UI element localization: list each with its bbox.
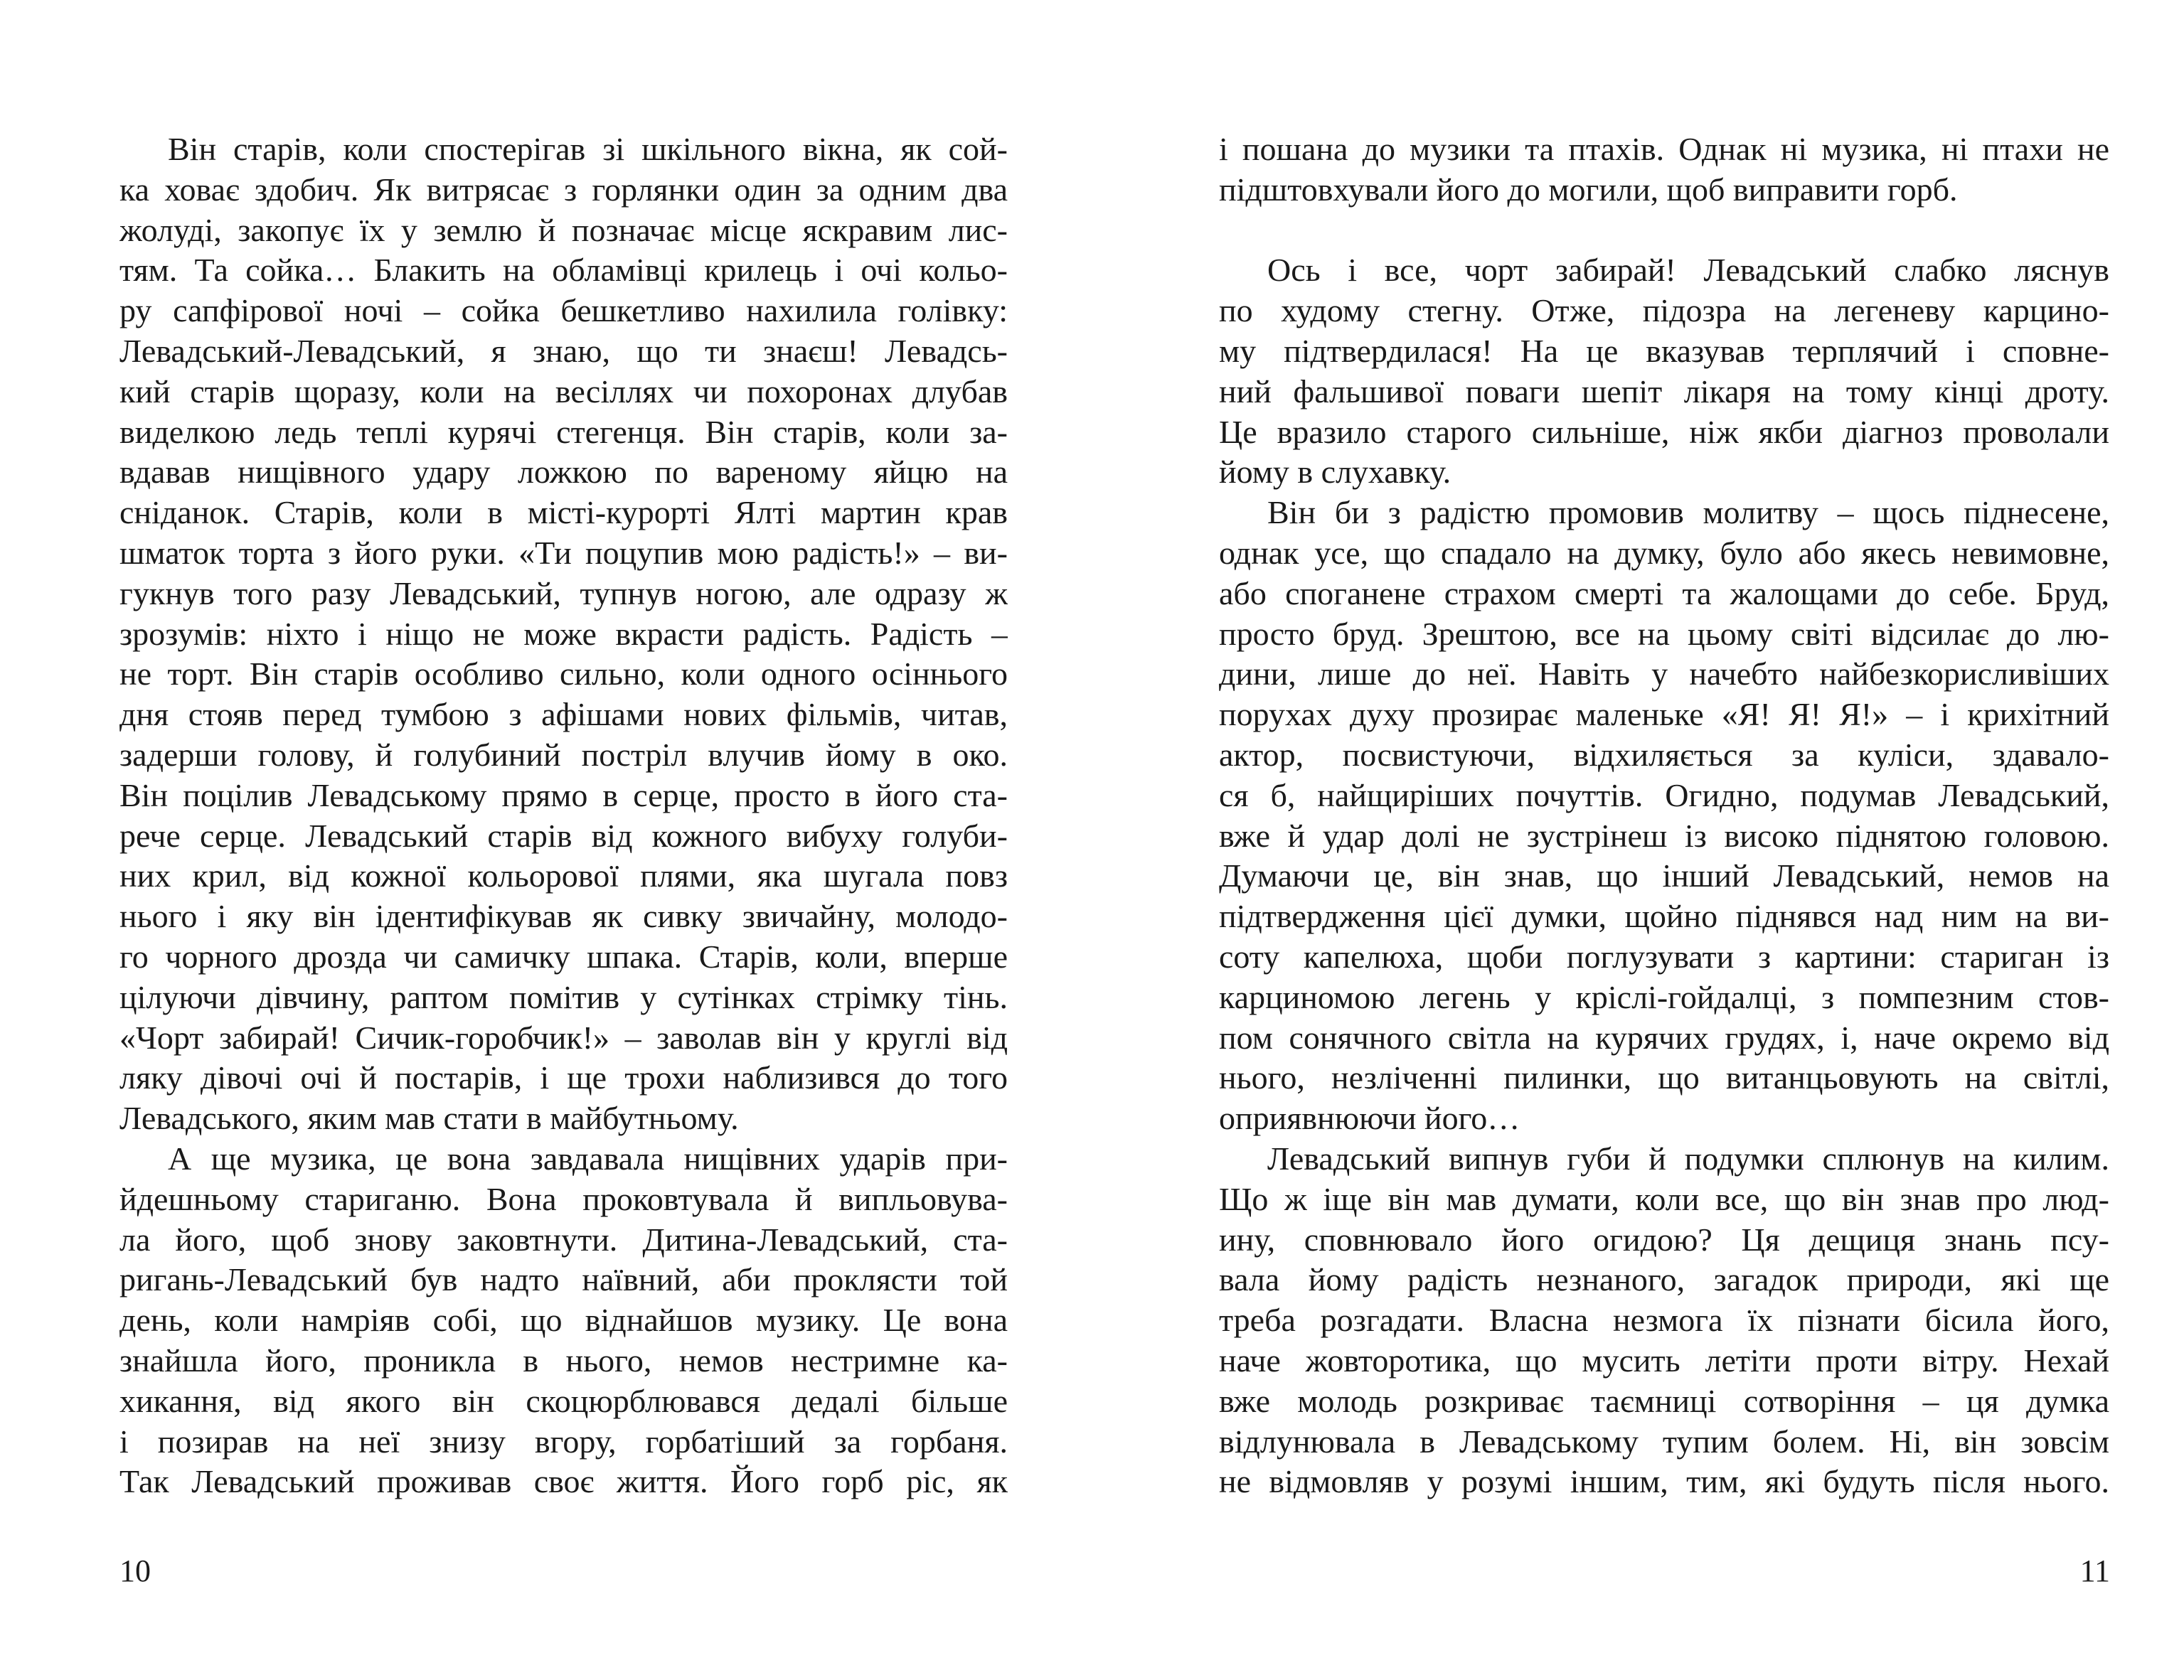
text-line: го чорного дрозда чи самичку шпака. Старів, коли, вперше (119, 938, 1008, 975)
text-line: Він би з радістю промовив молитву – щось піднесене, (1267, 494, 2109, 531)
text-line: му підтвердилася! На це вказував терплячий і сповне- (1219, 332, 2109, 369)
text-line: зрозумів: ніхто і ніщо не може вкрасти радість. Радість – (119, 615, 1008, 652)
text-line: Думаючи це, він знав, що інший Левадський, немов на (1219, 857, 2109, 894)
text-line: актор, посвистуючи, відхиляється за куліси, здавало- (1219, 736, 2109, 773)
text-line: не торт. Він старів особливо сильно, коли одного осіннього (119, 656, 1008, 692)
text-line: підштовхували його до могили, щоб виправити горб. (1219, 171, 1958, 208)
text-line: вже молодь розкриває таємниці сотворіння – ця думка (1219, 1382, 2109, 1419)
text-line: хикання, від якого він скоцюрблювався дедалі більше (119, 1382, 1008, 1419)
text-line: сніданок. Старів, коли в місті-курорті Ялті мартин крав (119, 494, 1008, 531)
text-line: однак усе, що спадало на думку, було або якесь невимовне, (1219, 534, 2109, 571)
text-line: дини, лише до неї. Навіть у начебто найбезкорисливіших (1219, 656, 2109, 692)
text-line: відлунювала в Левадському тупим болем. Ні, він зовсім (1219, 1423, 2109, 1460)
text-line: шматок торта з його руки. «Ти поцупив мою радість!» – ви- (119, 534, 1008, 571)
text-line: Він старів, коли спостерігав зі шкільного вікна, як сой- (168, 131, 1008, 167)
text-line: ину, сповнювало його огидою? Ця дещиця знань псу- (1219, 1221, 2109, 1258)
text-line: йому в слухавку. (1219, 454, 1451, 491)
text-line: Левадський-Левадський, я знаю, що ти знаєш! Левадсь- (119, 332, 1008, 369)
text-line: тям. Та сойка… Блакить на обламівці крилець і очі кольо- (119, 252, 1008, 289)
text-line: нього і яку він ідентифікував як сивку звичайну, молодо- (119, 898, 1008, 935)
text-line: Він поцілив Левадському прямо в серце, просто в його ста- (119, 776, 1008, 813)
text-line: задерши голову, й голубиний постріл влучив йому в око. (119, 736, 1008, 773)
text-line: по худому стегну. Отже, підозра на легеневу карцино- (1219, 292, 2109, 329)
text-line: треба розгадати. Власна незмога їх пізнати бісила його, (1219, 1302, 2109, 1339)
text-line: і позирав на неї знизу вгору, горбатіший за горбаня. (119, 1423, 1008, 1460)
text-line: карциномою легень у кріслі-гойдалці, з помпезним стов- (1219, 978, 2109, 1015)
text-line: ла його, щоб знову заковтнути. Дитина-Левадський, ста- (119, 1221, 1008, 1258)
text-line: гукнув того разу Левадський, тупнув ногою, але одразу ж (119, 574, 1008, 611)
text-line: ся б, найщиріших почуттів. Огидно, подумав Левадський, (1219, 776, 2109, 813)
text-line: кий старів щоразу, коли на весіллях чи похоронах длубав (119, 373, 1008, 410)
text-line: цілуючи дівчину, раптом помітив у сутінках стрімку тінь. (119, 978, 1008, 1015)
text-line: жолуді, закопує їх у землю й позначає місце яскравим лис- (119, 211, 1008, 248)
text-line: Це вразило старого сильніше, ніж якби діагноз проволали (1219, 413, 2109, 450)
text-line: ний фальшивої поваги шепіт лікаря на тому кінці дроту. (1219, 373, 2109, 410)
text-line: наче жовторотика, що мусить летіти проти вітру. Нехай (1219, 1342, 2109, 1379)
text-line: йдешньому стариганю. Вона проковтувала й випльовува- (119, 1180, 1008, 1217)
text-line: Що ж іще він мав думати, коли все, що він знав про люд- (1219, 1180, 2109, 1217)
text-line: А ще музика, це вона завдавала нищівних ударів при- (168, 1140, 1008, 1177)
text-line: них крил, від кожної кольорової плями, яка шугала повз (119, 857, 1008, 894)
text-line: Левадського, яким мав стати в майбутньому. (119, 1100, 739, 1137)
text-line: соту капелюха, щоби поглузувати з картини: стариган із (1219, 938, 2109, 975)
text-line: пом сонячного світла на курячих грудях, і, наче окремо від (1219, 1019, 2109, 1056)
text-line: і пошана до музики та птахів. Однак ні музика, ні птахи не (1219, 131, 2109, 167)
right-page-number: 11 (2079, 1553, 2110, 1588)
text-line: вдавав нищівного удару ложкою по вареному яйцю на (119, 454, 1008, 491)
text-line: нього, незліченні пилинки, що витанцьовують на світлі, (1219, 1059, 2109, 1096)
text-line: Ось і все, чорт забирай! Левадський слабко ляснув (1267, 252, 2109, 289)
text-line: виделкою ледь теплі курячі стегенця. Він старів, коли за- (119, 413, 1008, 450)
text-line: вала йому радість незнаного, загадок природи, які ще (1219, 1261, 2109, 1298)
text-line: ру сапфірової ночі – сойка бешкетливо нахилила голівку: (119, 292, 1008, 329)
text-line: підтвердження цієї думки, щойно піднявся над ним на ви- (1219, 898, 2109, 935)
text-line: просто бруд. Зрештою, все на цьому світі відсилає до лю- (1219, 615, 2109, 652)
text-line: Так Левадський проживав своє життя. Його горб ріс, як (119, 1463, 1008, 1500)
text-line: ка ховає здобич. Як витрясає з горлянки один за одним два (119, 171, 1008, 208)
right-page-text (1219, 129, 2109, 1502)
text-line: дня стояв перед тумбою з афішами нових фільмів, читав, (119, 696, 1008, 733)
text-line (1219, 210, 2109, 251)
text-line: вже й удар долі не зустрінеш із високо піднятою головою. (1219, 817, 2109, 854)
text-line: не відмовляв у розумі іншим, тим, які будуть після нього. (1219, 1463, 2109, 1500)
text-line: рече серце. Левадський старів від кожного вибуху голуби- (119, 817, 1008, 854)
text-line: оприявнюючи його… (1219, 1100, 1520, 1137)
text-line: Левадський випнув губи й подумки сплюнув на килим. (1267, 1140, 2109, 1177)
left-page-number: 10 (119, 1553, 151, 1588)
left-page-text (119, 129, 1008, 1502)
text-line: ляку дівочі очі й постарів, і ще трохи наблизився до того (119, 1059, 1008, 1096)
text-line: ригань-Левадський був надто наївний, аби проклясти той (119, 1261, 1008, 1298)
text-line: порухах духу прозирає маленьке «Я! Я! Я!» – і крихітний (1219, 696, 2109, 733)
text-line: «Чорт забирай! Сичик-горобчик!» – заволав він у круглі від (119, 1019, 1008, 1056)
text-line: день, коли намріяв собі, що віднайшов музику. Це вона (119, 1302, 1008, 1339)
text-line: знайшла його, проникла в нього, немов нестримне ка- (119, 1342, 1008, 1379)
text-line: або споганене страхом смерті та жалощами до себе. Бруд, (1219, 574, 2109, 611)
